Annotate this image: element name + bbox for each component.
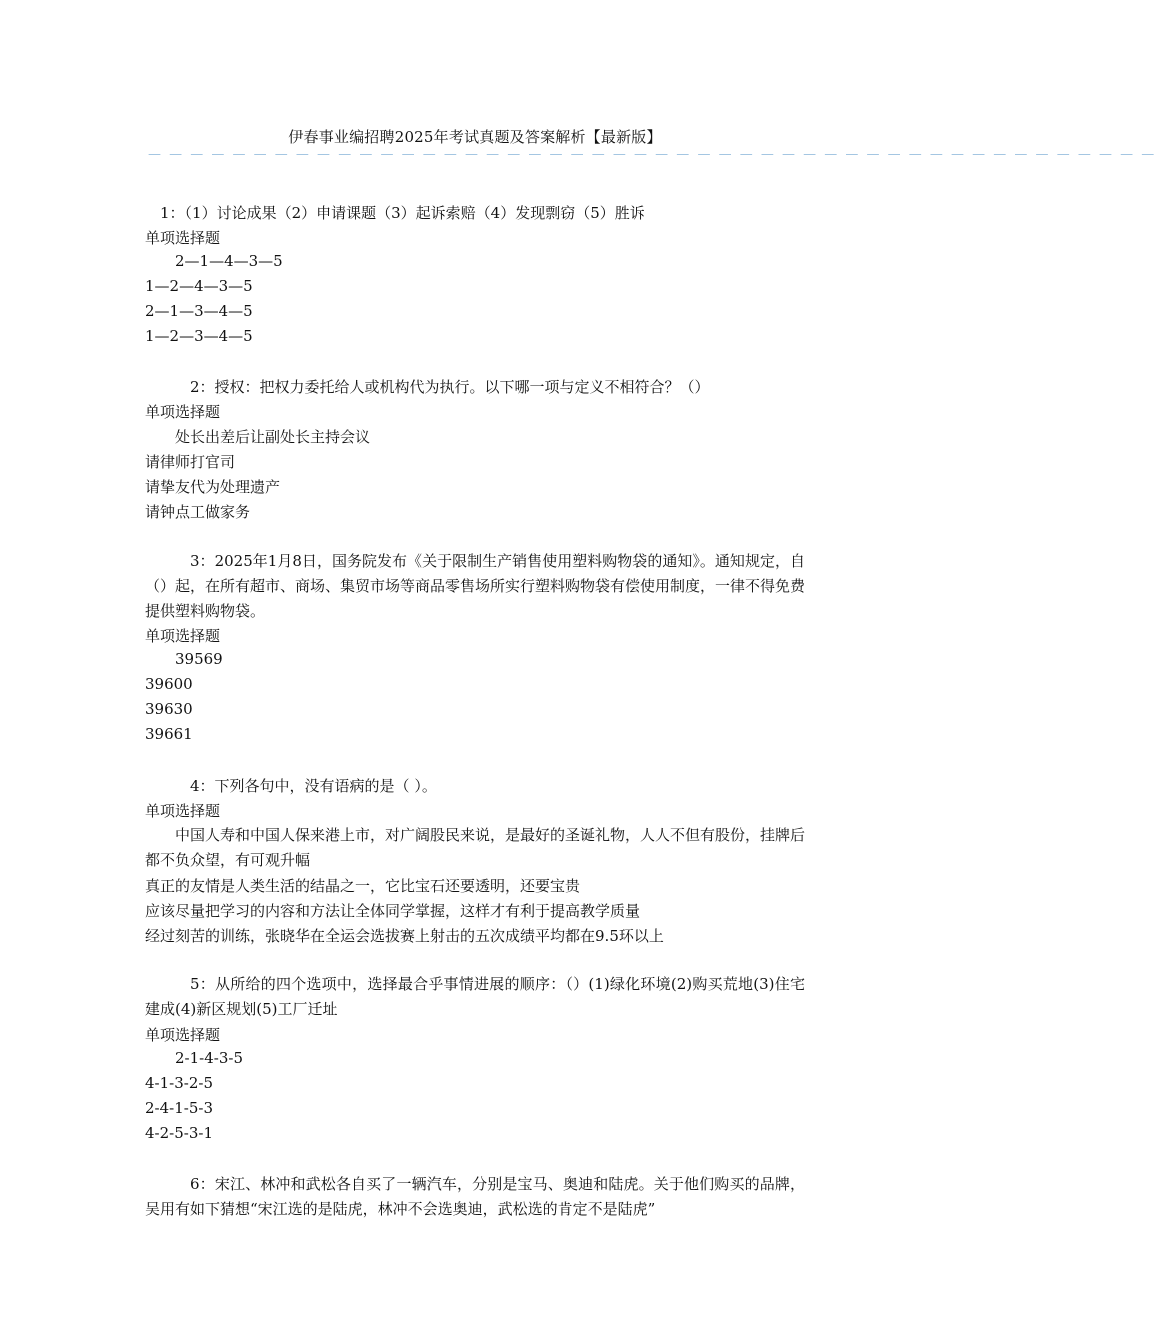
question-5-option-d: 4-2-5-3-1 xyxy=(145,1124,213,1142)
question-3-option-d: 39661 xyxy=(145,725,193,743)
question-1-option-c: 2—1—3—4—5 xyxy=(145,302,253,320)
question-3-stem: 3：2025年1月8日，国务院发布《关于限制生产销售使用塑料购物袋的通知》。通知规定，自（）起，在所有超市、商场、集贸市场等商品零售场所实行塑料购物袋有偿使用制度，一律不得免费提供塑料购物袋。 xyxy=(145,552,806,620)
question-2-option-a: 处长出差后让副处长主持会议 xyxy=(175,428,371,446)
question-1-type: 单项选择题 xyxy=(145,229,221,247)
question-3-option-c: 39630 xyxy=(145,700,193,718)
question-4-option-a: 中国人寿和中国人保来港上市，对广阔股民来说，是最好的圣诞礼物，人人不但有股份，挂牌后都不负众望，有可观升幅 xyxy=(145,826,806,869)
question-3-option-b: 39600 xyxy=(145,675,193,693)
question-1-option-d: 1—2—3—4—5 xyxy=(145,327,253,345)
question-6-stem: 6：宋江、林冲和武松各自买了一辆汽车，分别是宝马、奥迪和陆虎。关于他们购买的品牌，吴用有如下猜想“宋江选的是陆虎，林冲不会选奥迪，武松选的肯定不是陆虎” xyxy=(145,1175,805,1218)
question-4-option-d: 经过刻苦的训练，张晓华在全运会选拔赛上射击的五次成绩平均都在9.5环以上 xyxy=(145,927,664,945)
question-5-option-a: 2-1-4-3-5 xyxy=(175,1049,243,1067)
question-2-option-b: 请律师打官司 xyxy=(145,453,236,471)
document-title: 伊春事业编招聘2025年考试真题及答案解析【最新版】 xyxy=(288,128,662,146)
question-5-type: 单项选择题 xyxy=(145,1026,221,1044)
question-5-option-b: 4-1-3-2-5 xyxy=(145,1074,213,1092)
question-1-option-b: 1—2—4—3—5 xyxy=(145,277,253,295)
question-5-stem: 5：从所给的四个选项中，选择最合乎事情进展的顺序：（）(1)绿化环境(2)购买荒地(3)住宅建成(4)新区规划(5)工厂迁址 xyxy=(145,975,805,1018)
question-2-stem: 2：授权：把权力委托给人或机构代为执行。以下哪一项与定义不相符合？（） xyxy=(190,378,710,396)
question-3-option-a: 39569 xyxy=(175,650,223,668)
question-2-option-d: 请钟点工做家务 xyxy=(145,503,251,521)
question-1-stem: 1：（1）讨论成果（2）申请课题（3）起诉索赔（4）发现剽窃（5）胜诉 xyxy=(160,204,645,222)
question-2-option-c: 请挚友代为处理遗产 xyxy=(145,478,281,496)
question-5-option-c: 2-4-1-5-3 xyxy=(145,1099,213,1117)
question-2-type: 单项选择题 xyxy=(145,403,221,421)
question-3-type: 单项选择题 xyxy=(145,627,221,645)
question-1-option-a: 2—1—4—3—5 xyxy=(175,252,283,270)
title-divider: — — — — — — — — — — — — — — — — — — — — — — — — — — — — — — — — — — — — — — — — — — — — — — — — xyxy=(148,147,1156,162)
question-4-type: 单项选择题 xyxy=(145,802,221,820)
question-4-option-b: 真正的友情是人类生活的结晶之一，它比宝石还要透明，还要宝贵 xyxy=(145,877,581,895)
question-4-stem: 4：下列各句中，没有语病的是（ ）。 xyxy=(190,777,437,795)
question-4-option-c: 应该尽量把学习的内容和方法让全体同学掌握，这样才有利于提高教学质量 xyxy=(145,902,641,920)
